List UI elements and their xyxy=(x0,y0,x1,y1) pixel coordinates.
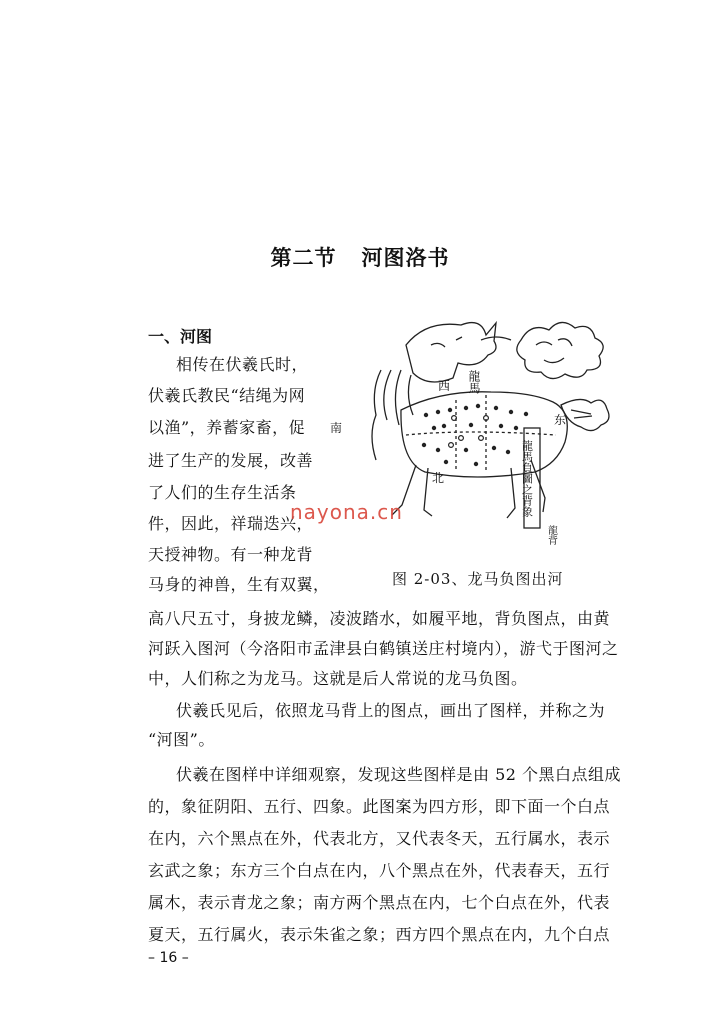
paragraph-line: 以渔”，养蓄家畜，促 xyxy=(148,418,306,437)
paragraph-line: 马身的神兽，生有双翼， xyxy=(148,575,330,594)
figure-side-text: 龍馬負圖之背象 xyxy=(520,440,534,517)
paragraph-line: 进了生产的发展，改善 xyxy=(148,451,314,470)
page-number: – 16 – xyxy=(148,950,189,966)
paragraph-line: 河跃入图河（今洛阳市孟津县白鹤镇送庄村境内），游弋于图河之 xyxy=(148,639,619,658)
label-north: 北 xyxy=(432,471,445,485)
paragraph-line: 伏羲在图样中详细观察，发现这些图样是由 52 个黑白点组成 xyxy=(176,765,622,784)
watermark: nayona.cn xyxy=(290,500,403,524)
paragraph-line: 相传在伏羲氏时， xyxy=(176,355,309,374)
paragraph-line: 天授神物。有一种龙背 xyxy=(148,545,314,564)
page-title: 第二节 河图洛书 xyxy=(270,246,450,270)
figure-caption: 图 2-03、龙马负图出河 xyxy=(392,570,564,588)
paragraph-line: 玄武之象；东方三个白点在内，八个黑点在外，代表春天，五行 xyxy=(148,861,611,880)
section-heading: 一、河图 xyxy=(148,327,213,346)
label-dragon-horse: 龍馬 xyxy=(467,370,481,394)
paragraph-line: 伏羲氏见后，依照龙马背上的图点，画出了图样，并称之为 xyxy=(176,701,606,720)
paragraph-line: 中，人们称之为龙马。这就是后人常说的龙马负图。 xyxy=(148,669,528,688)
label-west: 西 xyxy=(438,379,451,393)
paragraph-line: 件，因此，祥瑞迭兴， xyxy=(148,514,314,533)
paragraph-line: 高八尺五寸，身披龙鳞，凌波踏水，如履平地，背负图点，由黄 xyxy=(148,609,611,628)
label-east: 东 xyxy=(554,413,567,427)
paragraph-line: 属木，表示青龙之象；南方两个黑点在内，七个白点在外，代表 xyxy=(148,893,611,912)
paragraph-line: 的，象征阴阳、五行、四象。此图案为四方形，即下面一个白点 xyxy=(148,797,611,816)
paragraph-line: 了人们的生存生活条 xyxy=(148,483,297,502)
paragraph-line: 夏天，五行属火，表示朱雀之象；西方四个黑点在内，九个白点 xyxy=(148,925,611,944)
paragraph-line: 在内，六个黑点在外，代表北方，又代表冬天，五行属水，表示 xyxy=(148,829,611,848)
paragraph-line: 伏羲氏教民“结绳为网 xyxy=(148,386,306,405)
paragraph-line: “河图”。 xyxy=(148,730,215,749)
figure-corner-text: 龍背 xyxy=(545,525,557,545)
label-south: 南 xyxy=(330,421,343,435)
